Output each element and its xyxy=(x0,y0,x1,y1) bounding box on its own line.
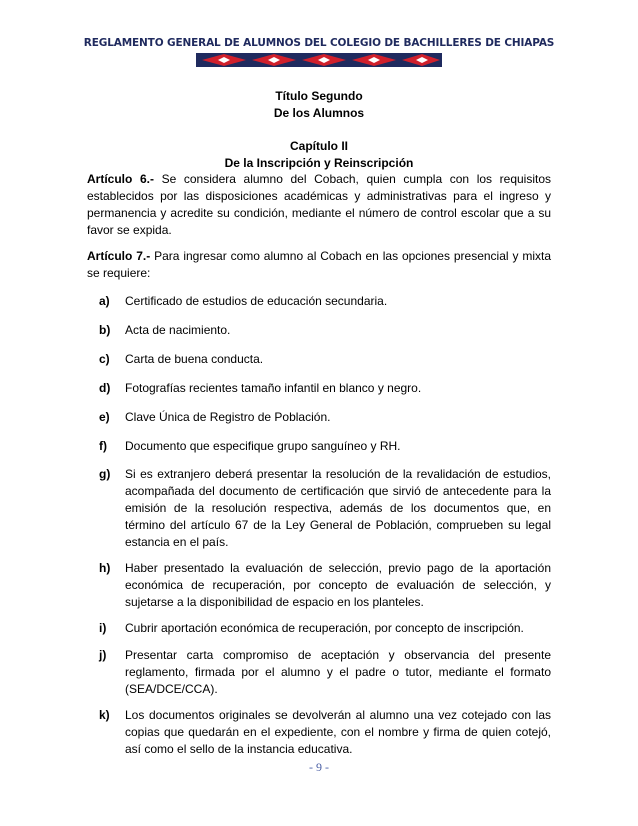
list-item-letter: h) xyxy=(99,561,111,575)
list-item xyxy=(99,707,551,758)
article-label: Artículo 7.- xyxy=(87,249,151,263)
list-item xyxy=(99,409,551,426)
list-item xyxy=(99,351,551,368)
list-item xyxy=(99,293,551,310)
title-heading: Título Segundo xyxy=(275,89,363,103)
header-title: REGLAMENTO GENERAL DE ALUMNOS DEL COLEGIO DE BACHILLERES DE CHIAPAS xyxy=(83,37,555,49)
page-number: - 9 - xyxy=(309,760,329,774)
subtitle-heading: De los Alumnos xyxy=(273,106,365,120)
list-item-letter: j) xyxy=(99,648,107,662)
list-item-letter: i) xyxy=(99,621,107,635)
list-item-text: Carta de buena conducta. xyxy=(125,352,264,366)
list-item-text: Cubrir aportación económica de recuperación, por concepto de inscripción. xyxy=(125,621,524,635)
list-item-text: Certificado de estudios de educación secundaria. xyxy=(125,294,388,308)
list-item-letter: g) xyxy=(99,467,111,481)
list-item-text: Presentar carta compromiso de aceptación y observancia del presente reglamento, firmada por el alumno y el padre o tutor, mediante el formato (SEA/DCE/CCA). xyxy=(125,648,551,696)
list-item xyxy=(99,560,551,611)
list-item-letter: b) xyxy=(99,323,111,337)
list-item xyxy=(99,322,551,339)
article-6 xyxy=(87,171,551,239)
article-text: Para ingresar como alumno al Cobach en las opciones presencial y mixta se requiere: xyxy=(87,249,551,280)
list-item-text: Clave Única de Registro de Población. xyxy=(125,410,331,424)
requirements-list xyxy=(87,293,551,758)
list-item-letter: a) xyxy=(99,294,110,308)
list-item xyxy=(99,620,551,637)
list-item-letter: c) xyxy=(99,352,110,366)
list-item-text: Documento que especifique grupo sanguíneo y RH. xyxy=(125,439,401,453)
list-item-letter: k) xyxy=(99,708,110,722)
document-body xyxy=(87,171,551,758)
article-label: Artículo 6.- xyxy=(87,172,154,186)
article-text: Se considera alumno del Cobach, quien cumpla con los requisitos establecidos por las disposiciones académicas y administrativas para el ingreso y permanencia y acredite su condición, mediante el número de control escolar que a su favor se expida. xyxy=(87,172,552,237)
header-chevron-band xyxy=(196,51,442,69)
article-7 xyxy=(87,248,551,282)
list-item-letter: f) xyxy=(99,439,107,453)
list-item-letter: d) xyxy=(99,381,111,395)
list-item-text: Haber presentado la evaluación de selección, previo pago de la aportación económica de recuperación, por concepto de evaluación de selección, y sujetarse a la disponibilidad de espacio en los planteles. xyxy=(125,561,551,609)
list-item xyxy=(99,438,551,455)
list-item-text: Los documentos originales se devolverán al alumno una vez cotejado con las copias que quedarán en el expediente, con el nombre y firma de quien cotejó, así como el sello de la instancia educativa. xyxy=(125,708,551,756)
list-item xyxy=(99,647,551,698)
list-item-letter: e) xyxy=(99,410,110,424)
chapter-heading: Capítulo II xyxy=(290,139,348,153)
list-item-text: Si es extranjero deberá presentar la resolución de la revalidación de estudios, acompañada del documento de certificación que sirvió de antecedente para la emisión de la resolución respectiva, además de los documentos que, en término del artículo 67 de la Ley General de Población, comprueben su legal estancia en el país. xyxy=(125,467,551,549)
list-item-text: Fotografías recientes tamaño infantil en blanco y negro. xyxy=(125,381,422,395)
list-item xyxy=(99,380,551,397)
list-item-text: Acta de nacimiento. xyxy=(125,323,231,337)
chapter-subtitle-heading: De la Inscripción y Reinscripción xyxy=(224,156,414,170)
section-headings xyxy=(0,88,638,172)
list-item xyxy=(99,466,551,551)
